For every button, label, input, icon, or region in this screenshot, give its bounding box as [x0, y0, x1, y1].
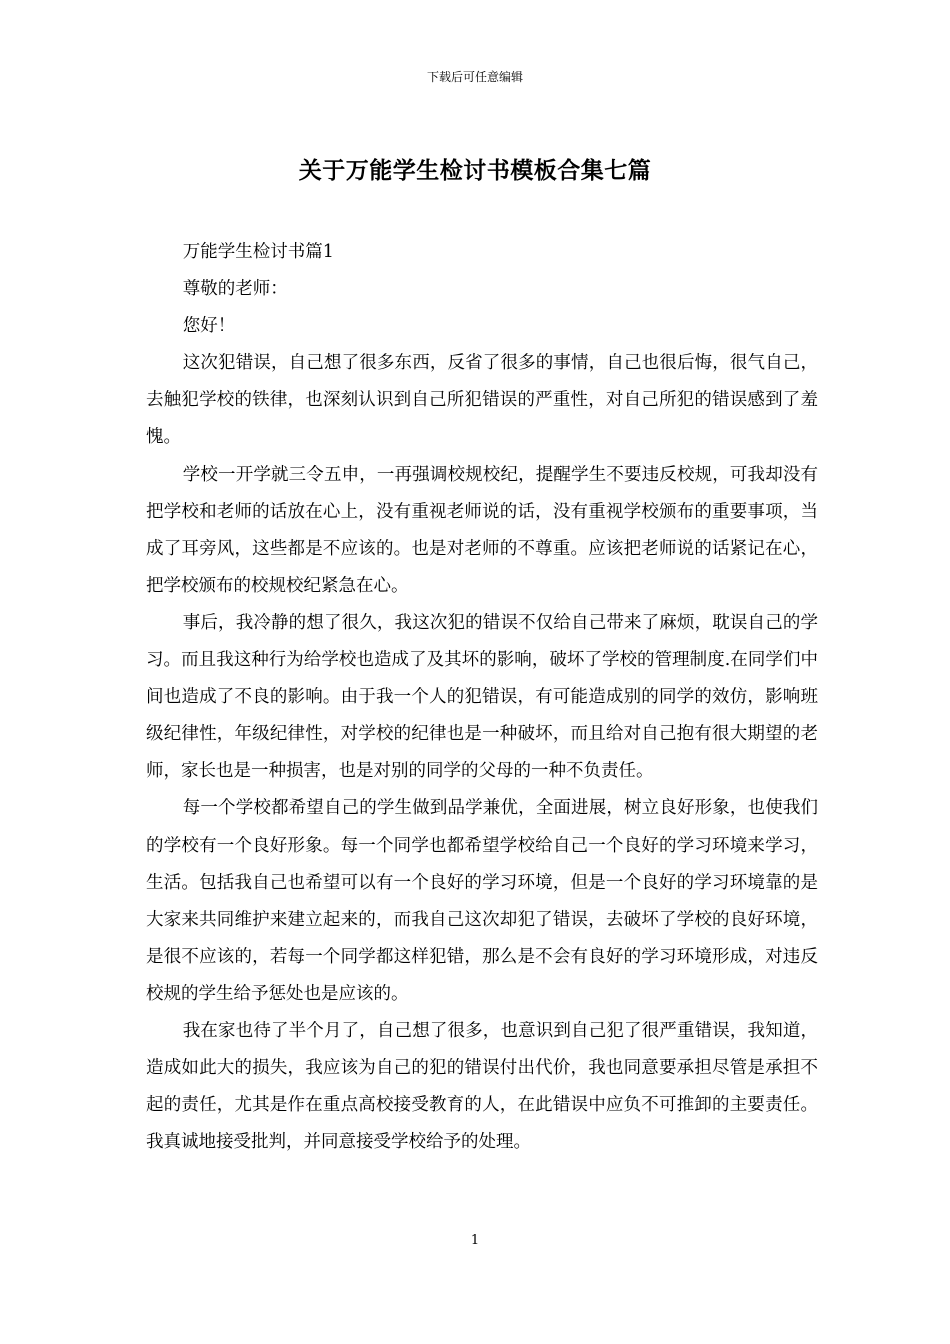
body-paragraph: 我在家也待了半个月了，自己想了很多，也意识到自己犯了很严重错误，我知道，造成如此大的损失，我应该为自己的犯的错误付出代价，我也同意要承担尽管是承担不起的责任，尤其是作在重点高校接受教育的人，在此错误中应负不可推卸的主要责任。我真诚地接受批判，并同意接受学校给予的处理。: [146, 1020, 818, 1153]
document-title: 关于万能学生检讨书模板合集七篇: [298, 157, 652, 184]
body-paragraph: 事后，我冷静的想了很久，我这次犯的错误不仅给自己带来了麻烦，耽误自己的学习。而且我这种行为给学校也造成了及其坏的影响，破坏了学校的管理制度.在同学们中间也造成了不良的影响。由于我一个人的犯错误，有可能造成别的同学的效仿，影响班级纪律性，年级纪律性，对学校的纪律也是一种破坏，而且给对自己抱有很大期望的老师，家长也是一种损害，也是对别的同学的父母的一种不负责任。: [146, 612, 818, 782]
section-heading: 万能学生检讨书篇1: [182, 242, 334, 262]
body-paragraph: 学校一开学就三令五申，一再强调校规校纪，提醒学生不要违反校规，可我却没有把学校和老师的话放在心上，没有重视老师说的话，没有重视学校颁布的重要事项，当成了耳旁风，这些都是不应该的。也是对老师的不尊重。应该把老师说的话紧记在心，把学校颁布的校规校纪紧急在心。: [146, 464, 818, 596]
document-body: [146, 234, 818, 1161]
header-note: 下载后可任意编辑: [426, 70, 523, 84]
body-paragraph: 这次犯错误，自己想了很多东西，反省了很多的事情，自己也很后悔，很气自己，去触犯学校的铁律，也深刻认识到自己所犯错误的严重性，对自己所犯的错误感到了羞愧。: [146, 353, 818, 448]
body-paragraph: 每一个学校都希望自己的学生做到品学兼优，全面进展，树立良好形象，也使我们的学校有一个良好形象。每一个同学也都希望学校给自己一个良好的学习环境来学习，生活。包括我自己也希望可以有一个良好的学习环境，但是一个良好的学习环境靠的是大家来共同维护来建立起来的，而我自己这次却犯了错误，去破坏了学校的良好环境，是很不应该的，若每一个同学都这样犯错，那么是不会有良好的学习环境形成，对违反校规的学生给予惩处也是应该的。: [146, 798, 818, 1004]
page-number: 1: [470, 1233, 480, 1248]
greeting: 您好！: [182, 316, 236, 337]
salutation: 尊敬的老师：: [182, 279, 288, 300]
